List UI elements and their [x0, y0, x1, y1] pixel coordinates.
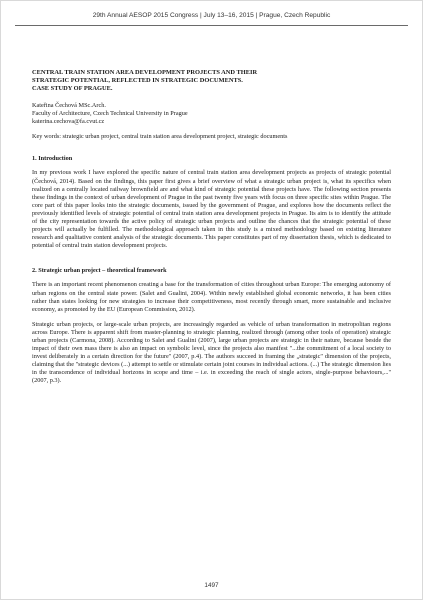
body-paragraph: There is an important recent phenomenon creating a base for the transformation of cities throughout urban Europe: The emerging autonomy of urban regions on the central state power. (Salet and Gualini, 2004). Within newly established global economic networks, it has been cities rather than states looking for new strategies to increase their competitiveness, most recently through smart, more sustainable and inclusive economy, as promoted by the EU (European Commission, 2012). — [32, 281, 391, 313]
paper-title — [32, 69, 332, 94]
header-rule — [15, 25, 408, 26]
author-block — [32, 102, 391, 127]
page-number: 1497 — [204, 582, 219, 589]
body-paragraph: In my previous work I have explored the specific nature of central train station area development projects as projects of strategic potential (Čechová, 2014). Based on the findings, this paper first gives a brief overview of what a strategic urban project is, what its specifics when realized on a centrally located railway brownfield are and what kind of strategic potential these projects have. The following section presents these findings in the context of urban development of Prague in the past twenty five years with focus on three specific sites within Prague. The core part of this paper looks into the strategic documents, issued by the government of Prague, and explores how the documents reflect the previously identified levels of strategic potential of central train station area development projects in Prague. Its aim is to identify the attitude of the city representation towards the active policy of strategic urban projects and outline the chances that the strategic potential of these projects will actually be fulfilled. The methodological approach taken in this study is a mixed methodology based on existing literature research and qualitative content analysis of the strategic documents. This paper constitutes part of my dissertation thesis, which is dedicated to potential of central train station development projects. — [32, 169, 391, 250]
page-content — [32, 69, 391, 393]
keywords: Key words: strategic urban project, central train station area development project, strategic documents — [32, 133, 288, 141]
title-line: STRATEGIC POTENTIAL, REFLECTED IN STRATEGIC DOCUMENTS. — [32, 77, 243, 85]
section-heading: 2. Strategic urban project – theoretical framework — [32, 267, 167, 275]
running-header: 29th Annual AESOP 2015 Congress | July 13–16, 2015 | Prague, Czech Republic — [92, 12, 331, 19]
title-line: CASE STUDY OF PRAGUE. — [32, 85, 113, 93]
title-line: CENTRAL TRAIN STATION AREA DEVELOPMENT PROJECTS AND THEIR — [32, 69, 258, 76]
author-email: katerina.cechova@fa.cvut.cz — [32, 118, 105, 126]
body-paragraph: Strategic urban projects, or large-scale urban projects, are increasingly regarded as vehicle of urban transformation in metropolitan regions across Europe. There is apparent shift from master-planning to strategic planning, realized through (among other tools of operation) strategic urban projects (Carmona, 2008). According to Salet and Gualini (2007), large urban projects are strategic in their nature, because beside the impact of their own mass there is also an impact on symbolic level, since the projects also manifest "...the commitment of a local society to invest deliberately in a certain direction for the future" (2007, p.4). The authors succeed in framing the „strategic" dimension of the projects, claiming that the "strategic devices (...) attempt to settle or stimulate certain joint courses in individual actions. (...) The strategic dimension lies in the transcendence of individual horizons in scope and time – i.e. in exceeding the reach of single actors, single-purpose behaviours,..." (2007, p.3). — [32, 320, 391, 385]
section-heading: 1. Introduction — [32, 155, 73, 163]
author-name: Kateřina Čechová MSc.Arch. — [32, 101, 106, 109]
author-affiliation: Faculty of Architecture, Czech Technical University in Prague — [32, 109, 188, 117]
